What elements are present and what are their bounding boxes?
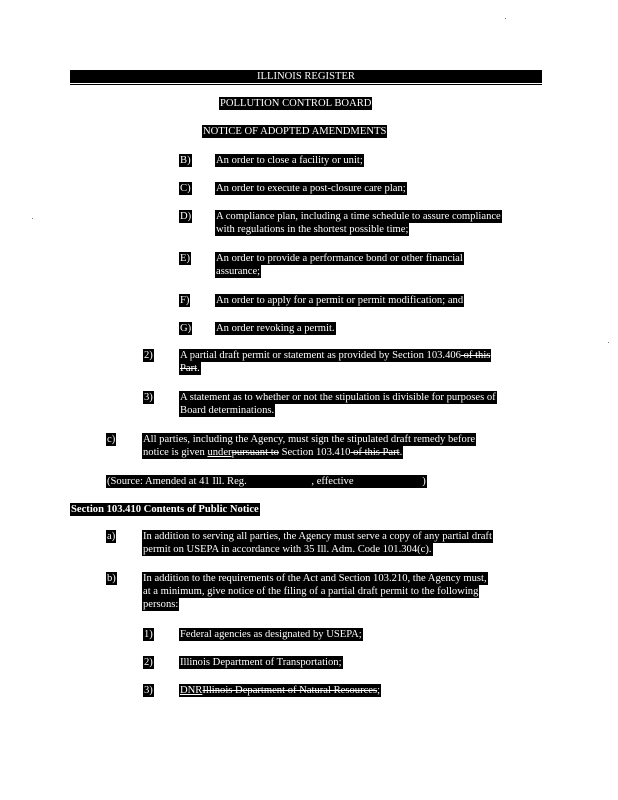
item-g-label: G) [180, 323, 192, 334]
item-b-label: B) [180, 155, 191, 166]
source-note: (Source: Amended at 41 Ill. Reg. , effective ) [107, 476, 426, 487]
sec-item-b-line1: In addition to the requirements of the Act and Section 103.210, the Agency must, [143, 573, 487, 584]
inserted-under: under [207, 447, 232, 458]
item-2-line1: A partial draft permit or statement as provided by Section 103.406 of this [180, 350, 491, 361]
struck-pursuant: pursuant to [231, 447, 279, 458]
header-rule [70, 84, 542, 85]
item-e-line1: An order to provide a performance bond or other financial [216, 253, 463, 264]
item-c-para-line2: notice is given underpursuant to Section 103.410 of this Part. [143, 447, 403, 458]
sec-item-b2-label: 2) [144, 657, 153, 668]
item-d-line1: A compliance plan, including a time schedule to assure compliance [216, 211, 501, 222]
item-e-line2: assurance; [216, 266, 261, 277]
item-3-line2: Board determinations. [180, 405, 275, 416]
board-title: POLLUTION CONTROL BOARD [220, 98, 372, 109]
item-f-text: An order to apply for a permit or permit modification; and [216, 295, 464, 306]
sec-item-b-line3: persons: [143, 599, 179, 610]
inserted-dnr: DNR [180, 685, 203, 696]
item-2-label: 2) [144, 350, 153, 361]
item-c-text: An order to execute a post-closure care plan; [216, 183, 406, 194]
sec-item-a-line2: permit on USEPA in accordance with 35 Ill. Adm. Code 101.304(c). [143, 544, 432, 555]
item-f-label: F) [180, 295, 190, 306]
item-c-label: C) [180, 183, 191, 194]
item-3-label: 3) [144, 392, 153, 403]
item-3-line1: A statement as to whether or not the stipulation is divisible for purposes of [180, 392, 496, 403]
struck-of-this-part: of this Part [350, 447, 400, 458]
notice-title: NOTICE OF ADOPTED AMENDMENTS [203, 126, 387, 137]
sec-item-a-line1: In addition to serving all parties, the Agency must serve a copy of any partial draft [143, 531, 492, 542]
reg-blank [249, 482, 311, 484]
register-title: ILLINOIS REGISTER [70, 70, 542, 83]
item-g-text: An order revoking a permit. [216, 323, 335, 334]
item-2-line2: Part. [180, 363, 200, 374]
sec-item-b-line2: at a minimum, give notice of the filing of a partial draft permit to the following [143, 586, 479, 597]
item-2-struck-text: of this [460, 350, 491, 361]
item-e-label: E) [180, 253, 190, 264]
item-b-text: An order to close a facility or unit; [216, 155, 363, 166]
sec-item-b2-text: Illinois Department of Transportation; [180, 657, 342, 668]
struck-dept-natural-resources: Illinois Department of Natural Resources [202, 685, 378, 696]
sec-item-b-label: b) [107, 573, 116, 584]
sec-item-b3-label: 3) [144, 685, 153, 696]
scan-speck [505, 18, 506, 19]
effective-blank [356, 482, 422, 484]
item-d-label: D) [180, 211, 192, 222]
sec-item-b1-label: 1) [144, 629, 153, 640]
item-2-struck-part: Part [180, 363, 198, 374]
sec-item-a-label: a) [107, 531, 116, 542]
scan-speck [32, 218, 33, 219]
sec-item-b1-text: Federal agencies as designated by USEPA; [180, 629, 362, 640]
scan-speck [608, 342, 609, 343]
section-heading: Section 103.410 Contents of Public Notice [71, 504, 259, 515]
sec-item-b3-text: DNRIllinois Department of Natural Resources; [180, 685, 381, 696]
item-d-line2: with regulations in the shortest possible time; [216, 224, 409, 235]
item-c-para-label: c) [107, 434, 116, 445]
item-c-para-line1: All parties, including the Agency, must sign the stipulated draft remedy before [143, 434, 476, 445]
